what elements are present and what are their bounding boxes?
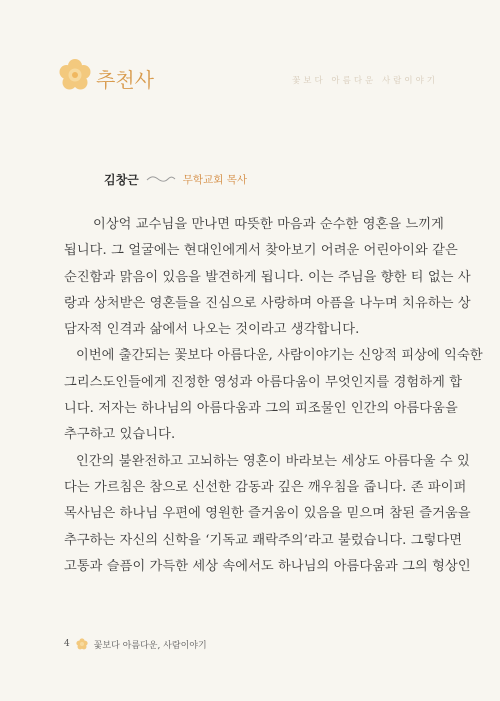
paragraph-line: 다는 가르침은 참으로 신선한 감동과 깊은 깨우침을 줍니다. 존 파이퍼 — [64, 479, 467, 495]
author-name: 김창근 — [104, 172, 139, 187]
paragraph-line: 이상억 교수님을 만나면 따뜻한 마음과 순수한 영혼을 느끼게 — [93, 217, 445, 232]
paragraph-line: 이번에 출간되는 꽃보다 아름다운, 사람이야기는 신앙적 피상에 익숙한 — [76, 348, 483, 364]
paragraph-line: 추구하는 자신의 신학을 ‘기독교 쾌락주의’라고 불렀습니다. 그렇다면 — [64, 532, 463, 548]
page-header — [58, 58, 458, 94]
author-role: 무학교회 목사 — [182, 173, 247, 186]
flower-icon — [58, 58, 92, 92]
section-title: 추천사 — [96, 68, 154, 92]
body-text — [64, 212, 483, 580]
author-line — [104, 170, 247, 188]
paragraph-line: 순진함과 맑음이 있음을 발견하게 됩니다. 이는 주님을 향한 티 없는 사 — [64, 269, 471, 285]
paragraph-line: 니다. 저자는 하나님의 아름다움과 그의 피조물인 인간의 아름다움을 — [64, 401, 458, 417]
paragraph-line: 인간의 불완전하고 고뇌하는 영혼이 바라보는 세상도 아름다울 수 있 — [76, 453, 470, 469]
paragraph-line: 담자적 인격과 삶에서 나오는 것이라고 생각합니다. — [64, 322, 360, 338]
wave-dash-icon — [146, 174, 176, 184]
flower-dot-icon — [76, 638, 88, 650]
footer-book-title: 꽃보다 아름다운, 사람이야기 — [93, 640, 207, 651]
paragraph-line: 됩니다. 그 얼굴에는 현대인에게서 찾아보기 어려운 어린아이와 같은 — [64, 243, 458, 259]
paragraph-line: 그리스도인들에게 진정한 영성과 아름다움이 무엇인지를 경험하게 합 — [64, 374, 463, 390]
header-subtitle: 꽃보다 아름다운 사람이야기 — [292, 76, 438, 86]
paragraph-line: 고통과 슬픔이 가득한 세상 속에서도 하나님의 아름다움과 그의 형상인 — [64, 558, 471, 574]
paragraph-line: 추구하고 있습니다. — [64, 427, 176, 443]
paragraph-line: 목사님은 하나님 우편에 영원한 즐거움이 있음을 믿으며 참된 즐거움을 — [64, 506, 471, 522]
page-number: 4 — [64, 639, 70, 649]
page-footer — [64, 636, 207, 652]
paragraph-line: 랑과 상처받은 영혼들을 진심으로 사랑하며 아픔을 나누며 치유하는 상 — [64, 295, 471, 311]
